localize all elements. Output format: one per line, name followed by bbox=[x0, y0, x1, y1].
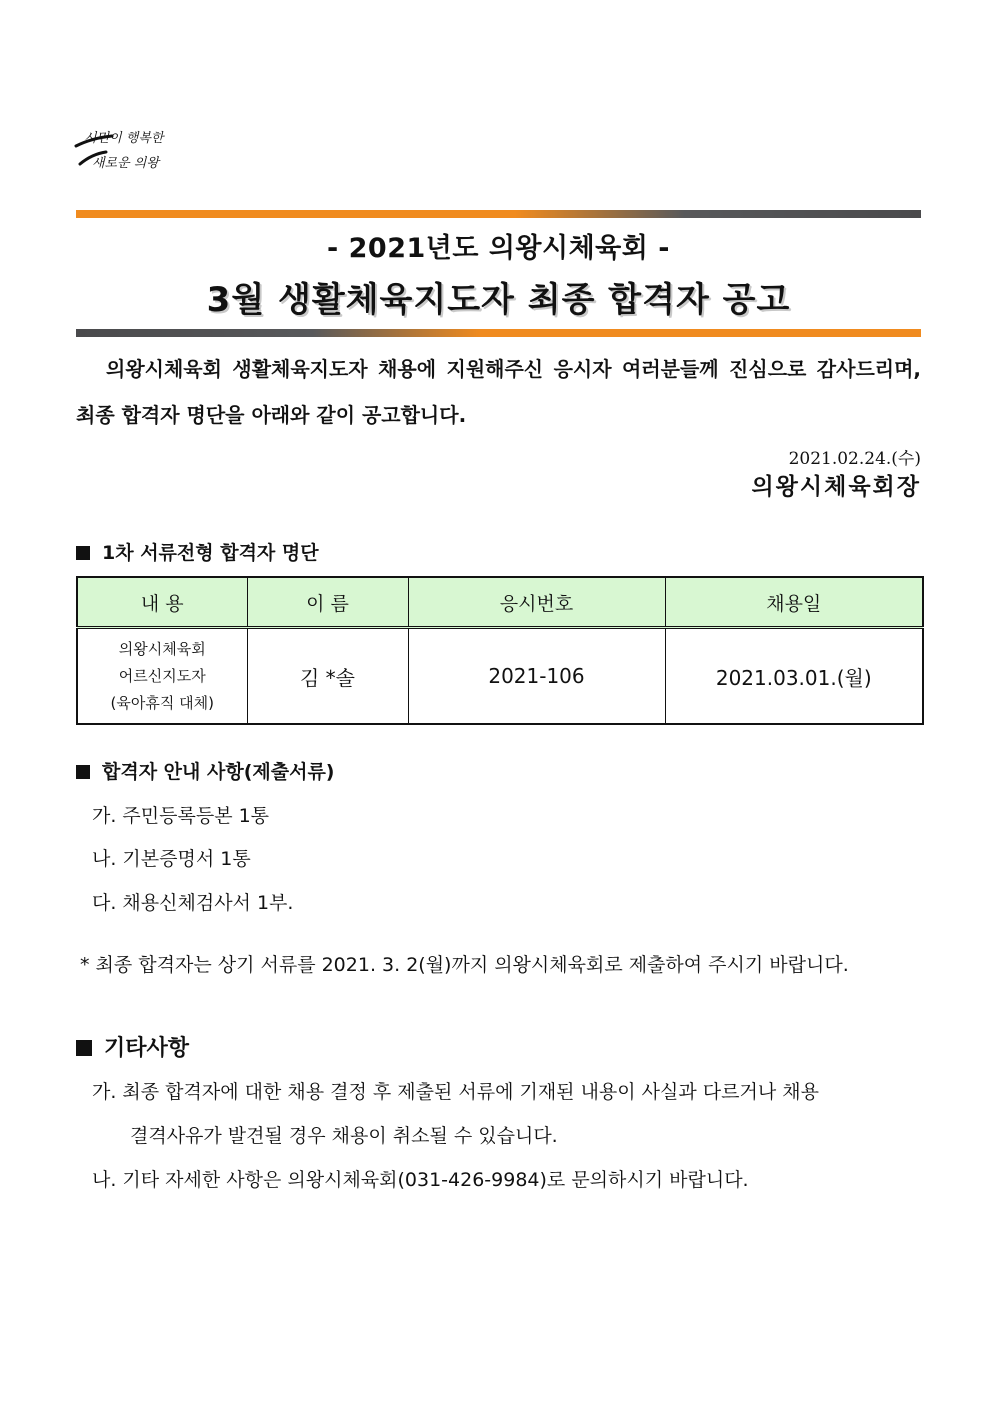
table-header-row bbox=[77, 577, 923, 628]
list-item: 다. 채용신체검사서 1부. bbox=[92, 892, 294, 914]
cell-number: 2021-106 bbox=[408, 628, 665, 725]
column-header-date: 채용일 bbox=[665, 577, 923, 628]
submission-note: * 최종 합격자는 상기 서류를 2021. 3. 2(월)까지 의왕시체육회로 제출하여 주시기 바랍니다. bbox=[80, 954, 849, 976]
notice-title: 3월 생활체육지도자 최종 합격자 공고 bbox=[206, 280, 791, 320]
header-bar-bottom bbox=[76, 329, 921, 337]
cell-content-line: 어르신지도자 bbox=[118, 666, 206, 685]
list-item: 나. 기타 자세한 사항은 의왕시체육회(031-426-9984)로 문의하시기 바랍니다. bbox=[92, 1169, 749, 1191]
section-heading-text: 1차 서류전형 합격자 명단 bbox=[102, 542, 319, 564]
notice-date: 2021.02.24.(수) bbox=[788, 449, 921, 469]
cell-content bbox=[77, 628, 247, 725]
column-header-number: 응시번호 bbox=[408, 577, 665, 628]
list-item-line: 가. 최종 합격자에 대한 채용 결정 후 제출된 서류에 기재된 내용이 사실과 다르거나 채용 bbox=[92, 1081, 819, 1103]
notice-subtitle: - 2021년도 의왕시체육회 - bbox=[327, 233, 670, 264]
square-bullet-icon bbox=[76, 765, 90, 779]
cell-content-line: 의왕시체육회 bbox=[118, 639, 206, 658]
header-bar-top bbox=[76, 210, 921, 218]
column-header-content: 내 용 bbox=[77, 577, 247, 628]
intro-paragraph bbox=[76, 346, 921, 438]
city-logo bbox=[72, 112, 222, 182]
section-heading-text: 기타사항 bbox=[104, 1036, 190, 1061]
section-heading-documents bbox=[76, 757, 335, 784]
section-heading-text: 합격자 안내 사항(제출서류) bbox=[102, 761, 335, 783]
list-item: 나. 기본증명서 1통 bbox=[92, 848, 251, 870]
logo-text-part2: 새로운 의왕 bbox=[92, 156, 159, 171]
notice-signer: 의왕시체육회장 bbox=[751, 473, 921, 500]
column-header-name: 이 름 bbox=[247, 577, 408, 628]
intro-text: 의왕시체육회 생활체육지도자 채용에 지원해주신 응시자 여러분들께 진심으로 감사드리며, 최종 합격자 명단을 아래와 같이 공고합니다. bbox=[76, 357, 921, 427]
table-row bbox=[77, 628, 923, 725]
cell-content-line: (육아휴직 대체) bbox=[110, 693, 214, 712]
cell-date: 2021.03.01.(월) bbox=[665, 628, 923, 725]
section-heading-applicants bbox=[76, 538, 319, 565]
applicant-table bbox=[76, 576, 924, 725]
square-bullet-icon bbox=[76, 1040, 92, 1056]
list-item-line: 결격사유가 발견될 경우 채용이 취소될 수 있습니다. bbox=[130, 1125, 558, 1147]
logo-text-part1: 시민이 행복한 bbox=[84, 131, 164, 146]
cell-name: 김 *솔 bbox=[247, 628, 408, 725]
square-bullet-icon bbox=[76, 546, 90, 560]
list-item: 가. 주민등록등본 1통 bbox=[92, 805, 270, 827]
list-item bbox=[92, 1070, 922, 1158]
section-heading-other bbox=[76, 1031, 189, 1062]
